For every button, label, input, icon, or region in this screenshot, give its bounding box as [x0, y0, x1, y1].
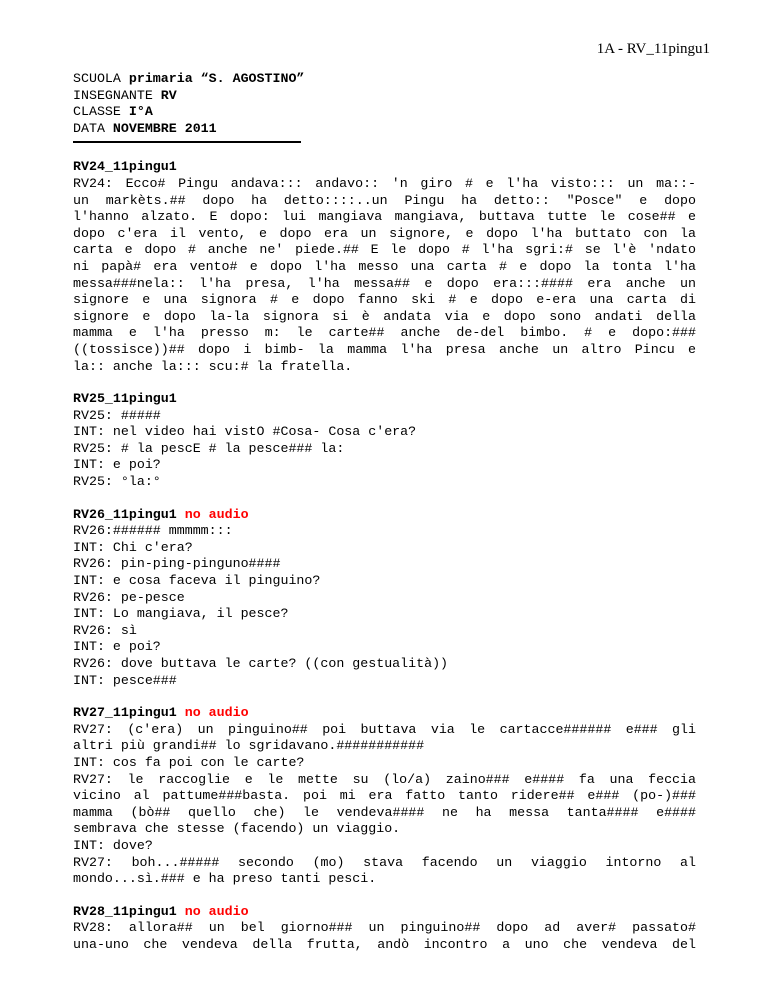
- meta-label: INSEGNANTE: [73, 87, 161, 103]
- section-note: no audio: [176, 506, 249, 522]
- transcript-line: una-uno che vendeva della frutta, andò incontro a uno che vendeva del: [73, 936, 696, 952]
- transcript-line: RV27: (c'era) un pinguino## poi buttava via le cartacce###### e### gli: [73, 721, 696, 737]
- transcript-line: RV25: # la pescE # la pesce### la:: [73, 440, 345, 456]
- transcript-line: INT: nel video hai vistO #Cosa- Cosa c'era?: [73, 424, 417, 440]
- transcript-line: vicino al pattume###basta. poi mi era fatto tanto ridere## e### (po-)###: [73, 788, 696, 804]
- section-title: [73, 391, 696, 408]
- section-id: RV28_11pingu1: [73, 903, 177, 919]
- transcript-section: [73, 904, 696, 954]
- transcript-line: INT: dove?: [73, 837, 153, 853]
- transcript-line: RV26: sì: [73, 622, 137, 638]
- meta-label: DATA: [73, 120, 113, 136]
- transcript-line: RV24: Ecco# Pingu andava::: andavo:: 'n giro # e l'ha visto::: un ma::-: [73, 175, 696, 191]
- meta-label: SCUOLA: [73, 71, 129, 86]
- transcript-line: carta e dopo # anche ne' piede.## E le dopo # l'ha sgri:# se l'è 'ndato: [73, 242, 696, 258]
- transcript-line: RV26:###### mmmmm:::: [73, 523, 233, 539]
- meta-value: NOVEMBRE 2011: [112, 120, 217, 136]
- section-id: RV26_11pingu1: [73, 506, 177, 522]
- transcript-line: RV26: dove buttava le carte? ((con gestualità)): [73, 656, 449, 671]
- transcript-line: mamma e l'ha presso m: le carte## anche de-del bimbo. # e dopo:###: [73, 325, 696, 341]
- transcript-line: INT: Lo mangiava, il pesce?: [73, 606, 289, 622]
- transcript-line: dopo c'era il vento, e dopo era un signore, e dopo l'ha buttato con la: [73, 225, 696, 241]
- transcript-section: [73, 507, 696, 690]
- header-divider: [73, 141, 301, 143]
- transcript-section: [73, 705, 696, 888]
- transcript-line: l'hanno alzato. E dopo: lui mangiava mangiava, buttava tutte le cose## e: [73, 209, 696, 225]
- meta-label: CLASSE: [73, 104, 129, 120]
- transcript-line: ((tossisce))## dopo i bimb- la mamma l'ha presa anche un altro Pincu e: [73, 341, 696, 357]
- section-note: no audio: [176, 705, 249, 721]
- section-id: RV27_11pingu1: [73, 705, 177, 721]
- section-title: [73, 904, 696, 921]
- transcript-line: un markèts.## dopo ha detto::::..un Pingu ha detto:: "Posce" e dopo: [73, 192, 696, 208]
- section-title: [73, 705, 696, 722]
- transcript-sections: [73, 159, 696, 953]
- transcript-line: ni papà# era vento# e dopo l'ha messo una carta # e dopo la tonta l'ha: [73, 258, 696, 274]
- transcript-line: RV27: le raccoglie e le mette su (lo/a) zaino### e#### fa una feccia: [73, 771, 696, 787]
- meta-block: [73, 71, 696, 137]
- section-note: no audio: [176, 903, 249, 919]
- transcript-section: [73, 391, 696, 491]
- meta-school: [73, 71, 696, 88]
- transcript-line: INT: Chi c'era?: [73, 539, 193, 555]
- transcript-line: INT: pesce###: [73, 672, 177, 688]
- meta-date: [73, 121, 696, 138]
- section-title: [73, 159, 696, 176]
- meta-value: I°A: [128, 104, 153, 120]
- meta-teacher: [73, 88, 696, 105]
- transcript-line: mondo...sì.### e ha preso tanti pesci.: [73, 871, 377, 887]
- page-header-doc-id: 1A - RV_11pingu1: [596, 41, 710, 57]
- transcript-section: [73, 159, 696, 375]
- section-title: [73, 507, 696, 524]
- transcript-line: RV25: °la:°: [73, 474, 161, 490]
- transcript-line: RV27: boh...##### secondo (mo) stava facendo un viaggio intorno al: [73, 854, 696, 870]
- transcript-line: sembrava che stesse (facendo) un viaggio.: [73, 821, 401, 837]
- transcript-line: RV26: pin-ping-pinguno####: [73, 556, 281, 572]
- document-body: [73, 71, 696, 954]
- section-id: RV25_11pingu1: [73, 391, 177, 407]
- transcript-line: altri più grandi## lo sgridavano.###########: [73, 738, 425, 754]
- transcript-line: RV28: allora## un bel giorno### un pinguino## dopo ad aver# passato#: [73, 920, 696, 936]
- meta-class: [73, 104, 696, 121]
- transcript-line: mamma (bò## quello che) le vendeva#### ne ha messa tanta#### e####: [73, 804, 696, 820]
- transcript-line: signore e dopo la-la signora si è andata via e dopo sono andati della: [73, 308, 696, 324]
- transcript-line: signore e una signora # e dopo fanno ski # e dopo e-era una carta di: [73, 292, 696, 308]
- transcript-line: RV26: pe-pesce: [73, 589, 185, 605]
- transcript-line: INT: e poi?: [73, 639, 161, 655]
- transcript-line: INT: cos fa poi con le carte?: [73, 754, 305, 770]
- meta-value: RV: [160, 87, 177, 103]
- transcript-line: INT: e cosa faceva il pinguino?: [73, 573, 321, 589]
- section-id: RV24_11pingu1: [73, 159, 177, 175]
- transcript-line: INT: e poi?: [73, 457, 161, 473]
- transcript-line: RV25: #####: [73, 407, 161, 423]
- transcript-line: la:: anche la::: scu:# la fratella.: [73, 358, 353, 374]
- transcript-line: messa###nela:: l'ha presa, l'ha messa## e dopo era:::#### era anche un: [73, 275, 696, 291]
- meta-value: primaria “S. AGOSTINO”: [128, 71, 305, 86]
